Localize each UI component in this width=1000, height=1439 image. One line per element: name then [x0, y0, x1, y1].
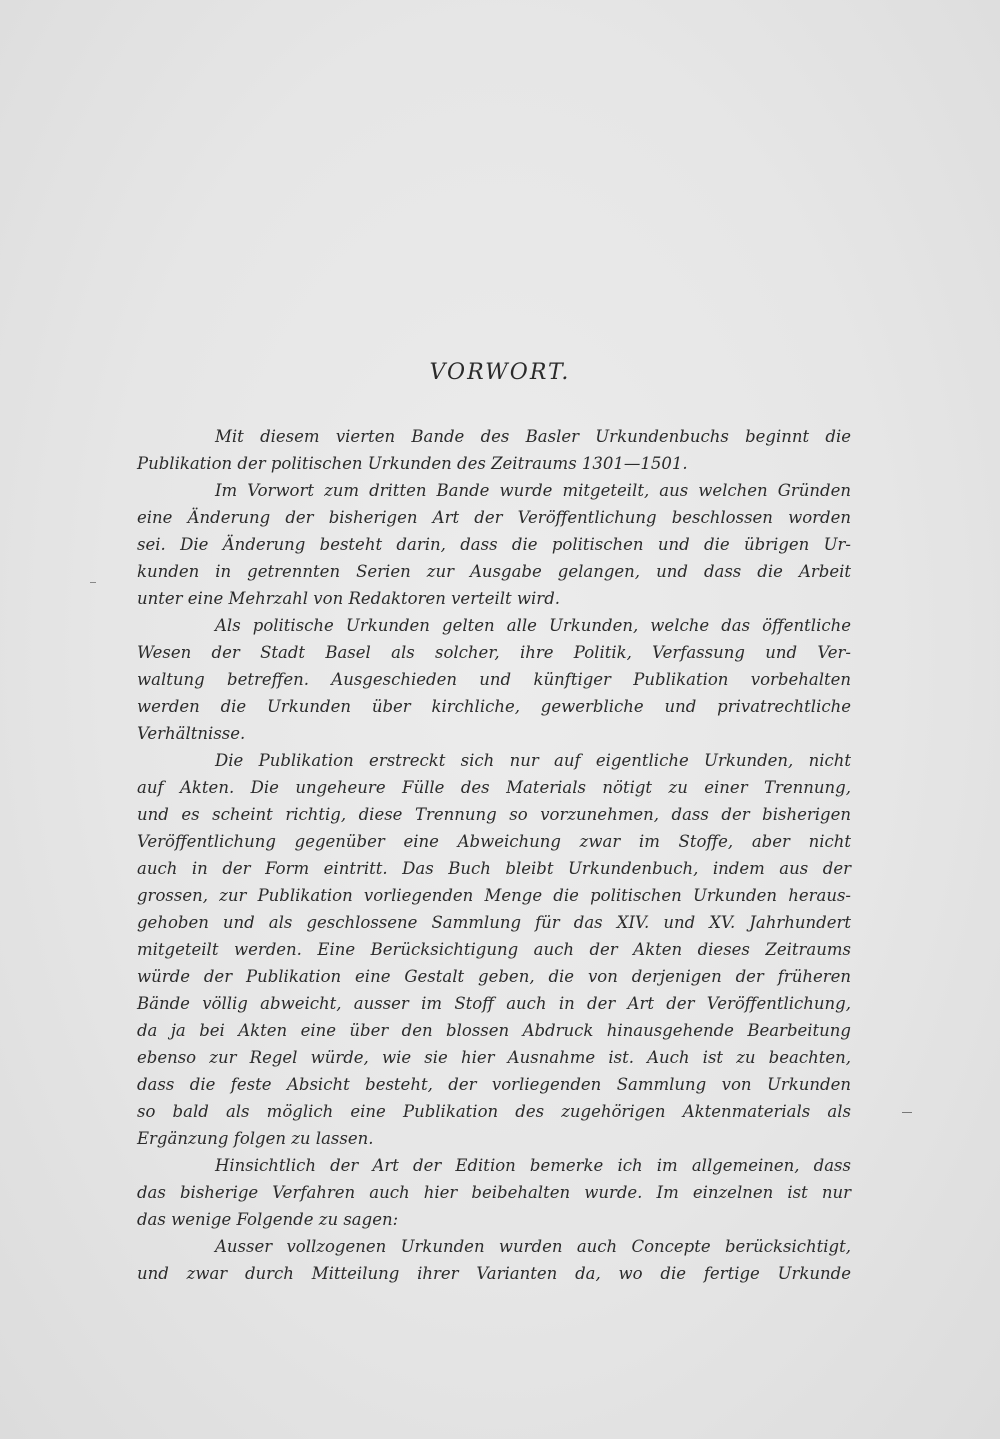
margin-mark	[902, 1112, 912, 1113]
text-line: das bisherige Verfahren auch hier beibehalten wurde. Im einzelnen ist nur	[137, 1183, 851, 1202]
text-line: Als politische Urkunden gelten alle Urkunden, welche das öffentliche	[215, 616, 851, 635]
text-line: kunden in getrennten Serien zur Ausgabe gelangen, und dass die Arbeit	[137, 562, 851, 581]
text-line: das wenige Folgende zu sagen:	[137, 1210, 399, 1229]
text-line: würde der Publikation eine Gestalt geben, die von derjenigen der früheren	[137, 967, 851, 986]
margin-mark	[90, 582, 96, 583]
text-line: Die Publikation erstreckt sich nur auf eigentliche Urkunden, nicht	[215, 751, 851, 770]
text-line: und zwar durch Mitteilung ihrer Varianten da, wo die fertige Urkunde	[137, 1264, 851, 1283]
text-line: auch in der Form eintritt. Das Buch bleibt Urkundenbuch, indem aus der	[137, 859, 851, 878]
text-line: mitgeteilt werden. Eine Berücksichtigung auch der Akten dieses Zeitraums	[137, 940, 851, 959]
text-line: Bände völlig abweicht, ausser im Stoff auch in der Art der Veröffentlichung,	[137, 994, 851, 1013]
text-line: Ergänzung folgen zu lassen.	[137, 1129, 374, 1148]
text-line: sei. Die Änderung besteht darin, dass die politischen und die übrigen Ur-	[137, 535, 851, 554]
text-line: gehoben und als geschlossene Sammlung für das XIV. und XV. Jahrhundert	[137, 913, 851, 932]
text-line: so bald als möglich eine Publikation des zugehörigen Aktenmaterials als	[137, 1102, 851, 1121]
text-line: Ausser vollzogenen Urkunden wurden auch Concepte berücksichtigt,	[215, 1237, 851, 1256]
text-line: eine Änderung der bisherigen Art der Veröffentlichung beschlossen worden	[137, 508, 851, 527]
text-line: Mit diesem vierten Bande des Basler Urkundenbuchs beginnt die	[215, 427, 851, 446]
text-line: da ja bei Akten eine über den blossen Abdruck hinausgehende Bearbeitung	[137, 1021, 851, 1040]
text-line: ebenso zur Regel würde, wie sie hier Ausnahme ist. Auch ist zu beachten,	[137, 1048, 851, 1067]
text-line: und es scheint richtig, diese Trennung so vorzunehmen, dass der bisherigen	[137, 805, 851, 824]
page-title: VORWORT.	[429, 360, 571, 385]
text-line: Hinsichtlich der Art der Edition bemerke ich im allgemeinen, dass	[215, 1156, 851, 1175]
text-line: Veröffentlichung gegenüber eine Abweichung zwar im Stoffe, aber nicht	[137, 832, 851, 851]
text-line: grossen, zur Publikation vorliegenden Menge die politischen Urkunden heraus-	[137, 886, 851, 905]
text-line: dass die feste Absicht besteht, der vorliegenden Sammlung von Urkunden	[137, 1075, 851, 1094]
text-line: Publikation der politischen Urkunden des Zeitraums 1301—1501.	[137, 454, 688, 473]
text-line: werden die Urkunden über kirchliche, gewerbliche und privatrechtliche	[137, 697, 851, 716]
text-line: Im Vorwort zum dritten Bande wurde mitgeteilt, aus welchen Gründen	[215, 481, 851, 500]
text-line: Wesen der Stadt Basel als solcher, ihre Politik, Verfassung und Ver-	[137, 643, 851, 662]
body-text	[137, 423, 851, 1287]
text-line: Verhältnisse.	[137, 724, 246, 743]
text-line: auf Akten. Die ungeheure Fülle des Materials nötigt zu einer Trennung,	[137, 778, 851, 797]
text-line: waltung betreffen. Ausgeschieden und künftiger Publikation vorbehalten	[137, 670, 851, 689]
text-line: unter eine Mehrzahl von Redaktoren verteilt wird.	[137, 589, 561, 608]
